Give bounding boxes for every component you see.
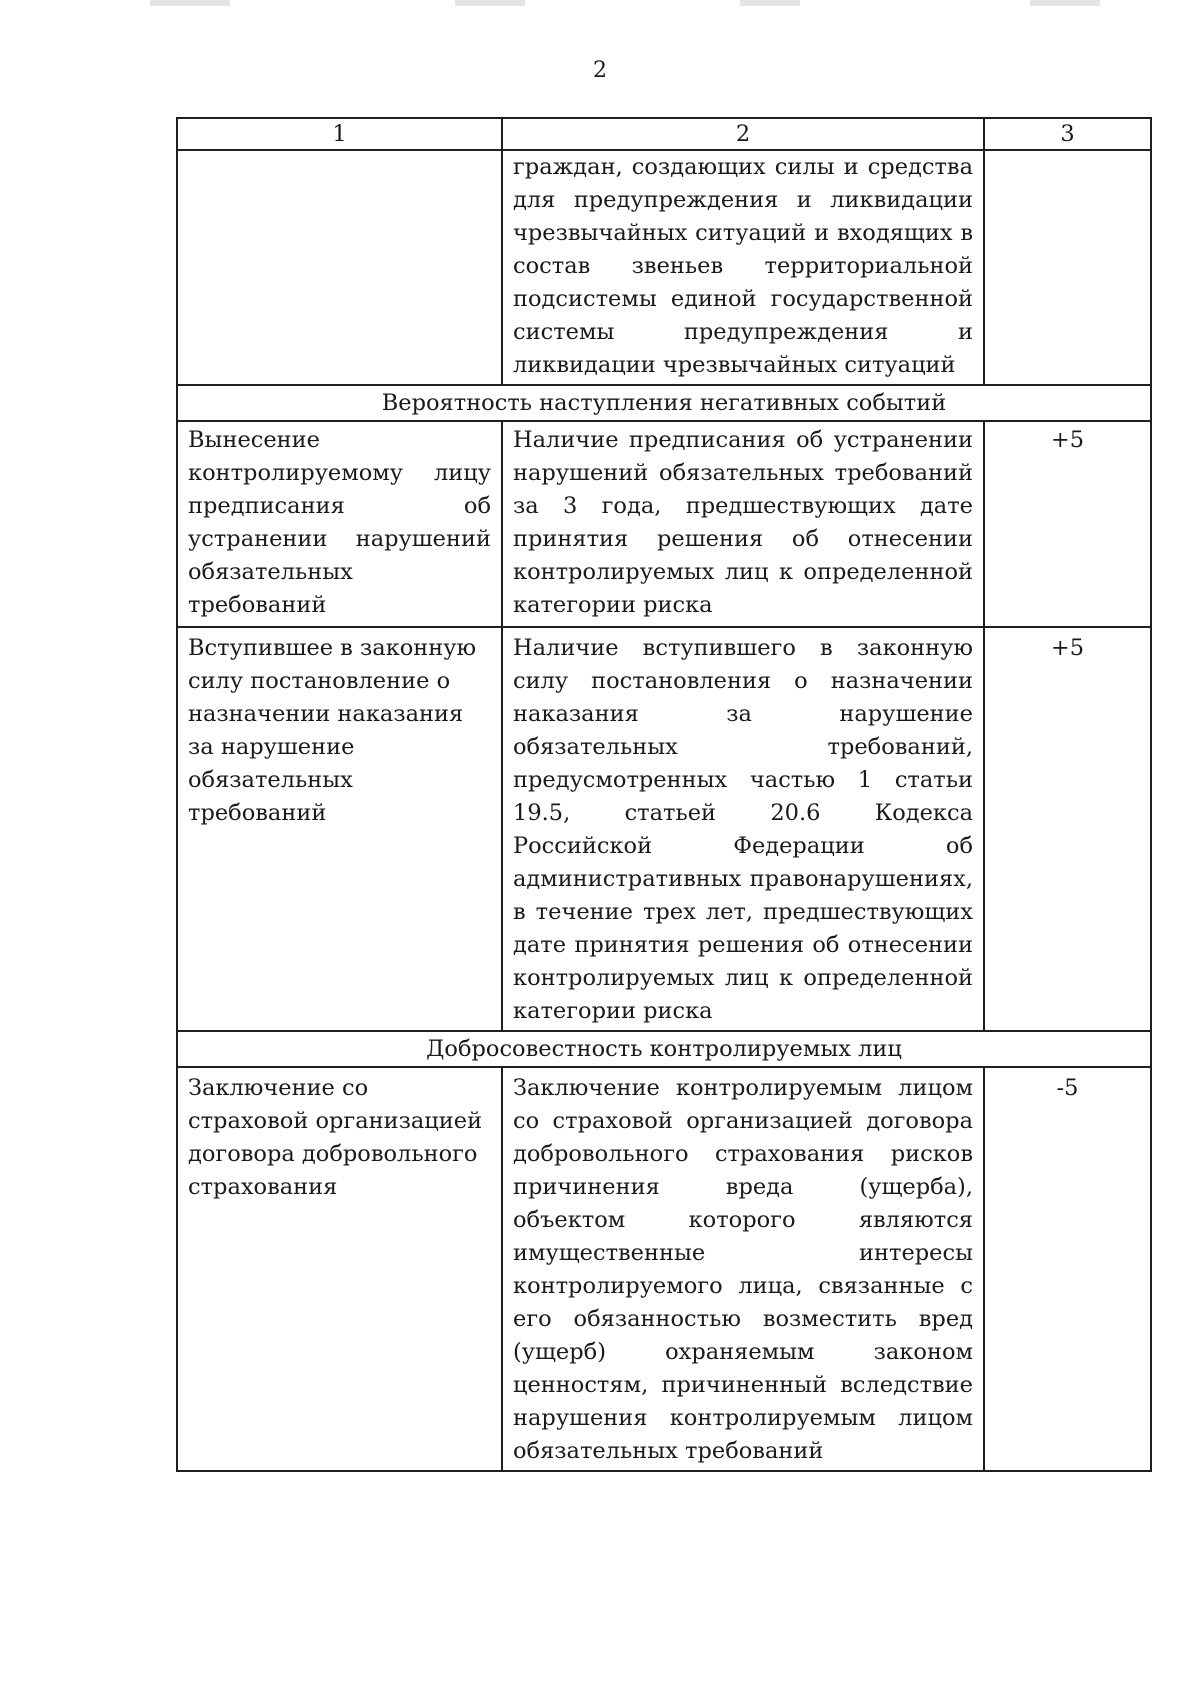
value-cell: -5: [984, 1067, 1151, 1471]
scan-artifact: [1030, 0, 1100, 6]
page-number: 2: [593, 58, 607, 83]
table-row: [177, 627, 1151, 1031]
scan-artifact: [740, 0, 800, 6]
indicator-cell: Заключение со страховой организацией договора добровольного страхования: [177, 1067, 502, 1471]
scan-artifact: [455, 0, 525, 6]
section-row: [177, 385, 1151, 421]
scan-artifact: [150, 0, 230, 6]
column-header-2: 2: [502, 118, 984, 150]
risk-criteria-table: [176, 117, 1152, 1472]
value-cell: +5: [984, 627, 1151, 1031]
table-row: [177, 421, 1151, 627]
table-header-row: [177, 118, 1151, 150]
section-title: Добросовестность контролируемых лиц: [177, 1031, 1151, 1067]
indicator-cell: Вынесение контролируемому лицу предписания об устранении нарушений обязательных требований: [177, 421, 502, 627]
value-cell: [984, 150, 1151, 385]
indicator-cell: [177, 150, 502, 385]
table-row: [177, 150, 1151, 385]
value-cell: +5: [984, 421, 1151, 627]
table-row: [177, 1067, 1151, 1471]
section-row: [177, 1031, 1151, 1067]
description-cell: Наличие вступившего в законную силу постановления о назначении наказания за нарушение обязательных требований, предусмотренных частью 1 статьи 19.5, статьей 20.6 Кодекса Российской Федерации об административных правонарушениях, в течение трех лет, предшествующих дате принятия решения об отнесении контролируемых лиц к определенной категории риска: [502, 627, 984, 1031]
indicator-cell: Вступившее в законную силу постановление о назначении наказания за нарушение обязательных требований: [177, 627, 502, 1031]
column-header-3: 3: [984, 118, 1151, 150]
description-cell: Наличие предписания об устранении нарушений обязательных требований за 3 года, предшествующих дате принятия решения об отнесении контролируемых лиц к определенной категории риска: [502, 421, 984, 627]
description-cell: граждан, создающих силы и средства для предупреждения и ликвидации чрезвычайных ситуаций и входящих в состав звеньев территориальной подсистемы единой государственной системы предупреждения и ликвидации чрезвычайных ситуаций: [502, 150, 984, 385]
column-header-1: 1: [177, 118, 502, 150]
description-cell: Заключение контролируемым лицом со страховой организацией договора добровольного страхования рисков причинения вреда (ущерба), объектом которого являются имущественные интересы контролируемого лица, связанные с его обязанностью возместить вред (ущерб) охраняемым законом ценностям, причиненный вследствие нарушения контролируемым лицом обязательных требований: [502, 1067, 984, 1471]
section-title: Вероятность наступления негативных событий: [177, 385, 1151, 421]
